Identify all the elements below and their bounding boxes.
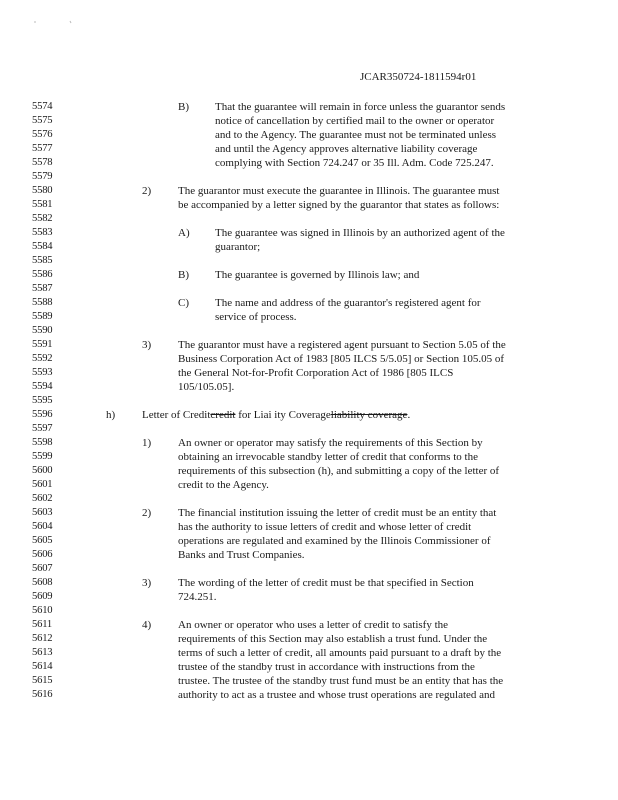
text-line: complying with Section 724.247 or 35 Ill. Adm. Code 725.247. [215, 157, 494, 169]
text-line: requirements of this Section may also establish a trust fund. Under the [178, 633, 488, 645]
line-number: 5577 [32, 143, 53, 154]
line-number: 5576 [32, 129, 53, 140]
text-line: notice of cancellation by certified mail to the owner or operator [215, 115, 495, 127]
line-number: 5575 [32, 115, 53, 126]
text-line: terms of such a letter of credit, all amounts paid pursuant to a draft by the [178, 647, 502, 659]
item-label: A) [178, 227, 190, 239]
line-number: 5574 [32, 101, 53, 112]
line-number: 5585 [32, 255, 53, 266]
item-label: B) [178, 101, 189, 113]
item-label: 4) [142, 619, 152, 631]
heading-text: for Lia [235, 409, 269, 421]
line-number: 5590 [32, 325, 53, 336]
line-number: 5604 [32, 521, 53, 532]
text-line: operations are regulated and examined by the Illinois Commissioner of [178, 535, 491, 547]
text-line: The financial institution issuing the letter of credit must be an entity that [178, 507, 497, 519]
item-label: C) [178, 297, 189, 309]
line-number: 5616 [32, 689, 53, 700]
line-number: 5584 [32, 241, 53, 252]
line-number: 5614 [32, 661, 53, 672]
text-line: requirements of this subsection (h), and submitting a copy of the letter of [178, 465, 500, 477]
line-number: 5600 [32, 465, 53, 476]
line-number: 5615 [32, 675, 53, 686]
line-number: 5588 [32, 297, 53, 308]
item-label: 2) [142, 185, 152, 197]
heading-text: . [407, 409, 411, 421]
line-number: 5579 [32, 171, 53, 182]
scan-mark [70, 21, 71, 23]
text-line: obtaining an irrevocable standby letter of credit that conforms to the [178, 451, 478, 463]
line-number: 5594 [32, 381, 53, 392]
text-line: The wording of the letter of credit must be that specified in Section [178, 577, 474, 589]
text-line: has the authority to issue letters of credit and whose letter of credit [178, 521, 472, 533]
heading-deleted-text: liability coverage [330, 409, 408, 421]
subsection-heading [142, 409, 410, 421]
text-line: trustee of the standby trust in accordance with instructions from the [178, 661, 475, 673]
line-number: 5609 [32, 591, 53, 602]
line-number: 5578 [32, 157, 53, 168]
line-number: 5591 [32, 339, 53, 350]
subsection-label: h) [106, 409, 116, 421]
text-line: service of process. [215, 311, 297, 323]
line-number: 5587 [32, 283, 53, 294]
line-number: 5593 [32, 367, 53, 378]
line-number: 5602 [32, 493, 53, 504]
item-label: 3) [142, 577, 152, 589]
text-line: The guarantee was signed in Illinois by an authorized agent of the [215, 227, 505, 239]
line-number: 5613 [32, 647, 53, 658]
text-line: Business Corporation Act of 1983 [805 ILCS 5/5.05] or Section 105.05 of [178, 353, 505, 365]
line-number: 5611 [32, 619, 52, 630]
text-line: An owner or operator may satisfy the requirements of this Section by [178, 437, 483, 449]
item-label: 3) [142, 339, 152, 351]
line-number: 5586 [32, 269, 53, 280]
text-line: authority to act as a trustee and whose trust operations are regulated and [178, 689, 496, 701]
text-line: and to the Agency. The guarantee must not be terminated unless [215, 129, 497, 141]
document-id: JCAR350724-1811594r01 [360, 71, 477, 83]
line-number: 5605 [32, 535, 53, 546]
line-number: 5607 [32, 563, 53, 574]
line-number: 5589 [32, 311, 53, 322]
item-label: 2) [142, 507, 152, 519]
item-label: 1) [142, 437, 152, 449]
text-line: credit to the Agency. [178, 479, 269, 491]
heading-text: i ity Coverage [268, 409, 331, 421]
line-number: 5582 [32, 213, 53, 224]
line-number: 5610 [32, 605, 53, 616]
line-number: 5580 [32, 185, 53, 196]
line-number: 5595 [32, 395, 53, 406]
line-number: 5598 [32, 437, 53, 448]
text-line: An owner or operator who uses a letter of credit to satisfy the [178, 619, 449, 631]
line-number: 5592 [32, 353, 53, 364]
line-number: 5603 [32, 507, 53, 518]
text-line: the General Not-for-Profit Corporation Act of 1986 [805 ILCS [178, 367, 454, 379]
text-line: 724.251. [178, 591, 217, 603]
line-number: 5601 [32, 479, 53, 490]
text-line: be accompanied by a letter signed by the guarantor that states as follows: [178, 199, 500, 211]
text-line: and until the Agency approves alternative liability coverage [215, 143, 478, 155]
text-line: That the guarantee will remain in force unless the guarantor sends [215, 101, 506, 113]
text-line: Banks and Trust Companies. [178, 549, 305, 561]
heading-deleted-text: credit [210, 409, 236, 421]
line-number: 5599 [32, 451, 53, 462]
heading-text: Letter of Credit [142, 409, 211, 421]
line-number: 5597 [32, 423, 53, 434]
line-number: 5608 [32, 577, 53, 588]
line-number: 5596 [32, 409, 53, 420]
line-number: 5606 [32, 549, 53, 560]
text-line: trustee. The trustee of the standby trust fund must be an entity that has the [178, 675, 504, 687]
text-line: The guarantee is governed by Illinois law; and [215, 269, 420, 281]
text-line: guarantor; [215, 241, 261, 253]
line-number: 5583 [32, 227, 53, 238]
scan-marks [0, 0, 618, 40]
item-label: B) [178, 269, 189, 281]
text-line: The name and address of the guarantor's registered agent for [215, 297, 481, 309]
text-line: 105/105.05]. [178, 381, 235, 393]
text-line: The guarantor must execute the guarantee in Illinois. The guarantee must [178, 185, 500, 197]
text-line: The guarantor must have a registered agent pursuant to Section 5.05 of the [178, 339, 506, 351]
line-number: 5581 [32, 199, 53, 210]
line-number: 5612 [32, 633, 53, 644]
